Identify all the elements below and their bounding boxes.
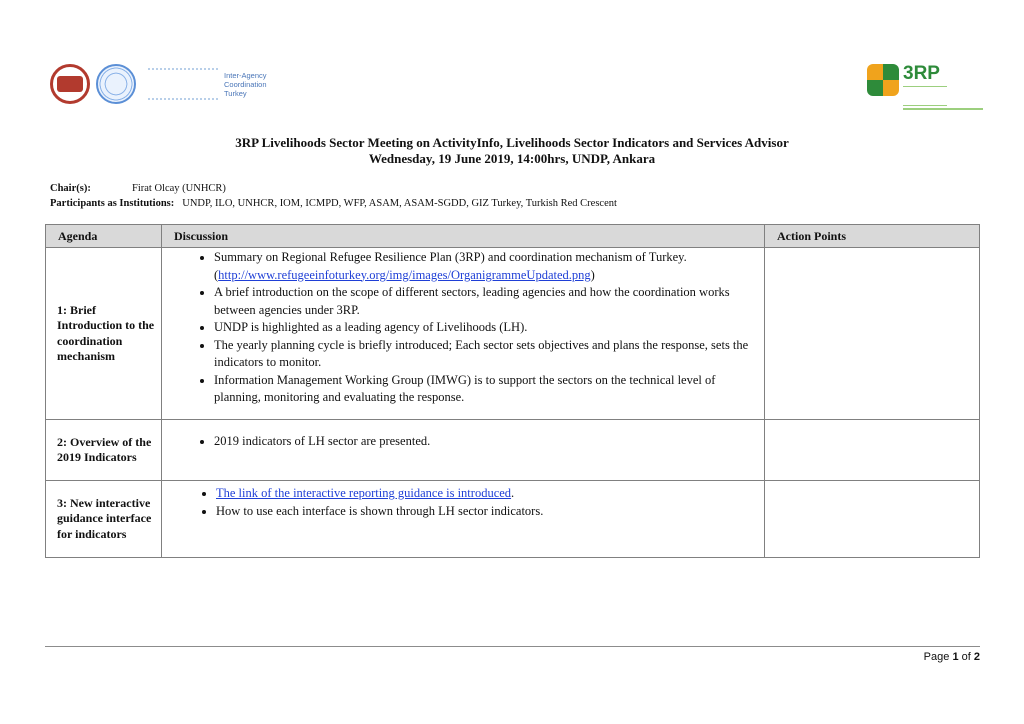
rrp-underline-graphic xyxy=(903,108,983,110)
inter-agency-logo xyxy=(148,68,267,100)
agenda-cell: 2: Overview of the 2019 Indicators xyxy=(46,420,162,481)
action-cell xyxy=(765,248,980,420)
agenda-table xyxy=(45,224,980,558)
discussion-list xyxy=(162,248,764,407)
un-emblem-icon xyxy=(96,64,136,104)
guidance-link[interactable]: The link of the interactive reporting guidance is introduced xyxy=(216,486,512,500)
table-header-row xyxy=(46,225,980,248)
discussion-cell xyxy=(162,420,765,481)
red-crescent-seal-icon xyxy=(50,64,90,104)
discussion-cell xyxy=(162,481,765,558)
agenda-cell: 3: New interactive guidance interface for indicators xyxy=(46,481,162,558)
list-item: • The yearly planning cycle is briefly introduced; Each sector sets objectives and plans the response, sets the indicators to monitor. xyxy=(214,337,764,372)
list-item: • UNDP is highlighted as a leading agency of Livelihoods (LH). xyxy=(214,319,764,337)
list-item: • Summary on Regional Refugee Resilience Plan (3RP) and coordination mechanism of Turkey. (http://www.refugeeinfoturkey.org/img/images/OrganigrammeUpdated.png) xyxy=(214,249,764,284)
list-item: • A brief introduction on the scope of different sectors, leading agencies and how the coordination works between agencies under 3RP. xyxy=(214,284,764,319)
footer-divider xyxy=(45,646,980,647)
participants-value: UNDP, ILO, UNHCR, IOM, ICMPD, WFP, ASAM, ASAM-SGDD, GIZ Turkey, Turkish Red Crescent xyxy=(182,198,617,209)
partner-logos xyxy=(50,64,267,104)
page-number: Page 1 of 2 xyxy=(923,651,980,663)
chair-line xyxy=(50,182,226,195)
chair-label: Chair(s): xyxy=(50,183,91,194)
table-row xyxy=(46,248,980,420)
document-title: 3RP Livelihoods Sector Meeting on ActivityInfo, Livelihoods Sector Indicators and Services Advisor xyxy=(235,135,789,150)
action-cell xyxy=(765,481,980,558)
action-points-header: Action Points xyxy=(765,225,980,248)
discussion-header: Discussion xyxy=(162,225,765,248)
table-row xyxy=(46,481,980,558)
rrp-logo xyxy=(867,64,983,110)
rrp-logo-text: 3RP xyxy=(903,63,940,84)
participants-label: Participants as Institutions: xyxy=(50,198,175,209)
organigramme-link[interactable]: http://www.refugeeinfoturkey.org/img/images/OrganigrammeUpdated.png xyxy=(218,267,591,282)
discussion-cell xyxy=(162,248,765,420)
table-row xyxy=(46,420,980,481)
inter-agency-graphic-icon xyxy=(148,68,218,100)
list-item: • How to use each interface is shown through LH sector indicators. xyxy=(216,503,764,521)
list-item: • The link of the interactive reporting guidance is introduced. xyxy=(216,485,764,503)
agenda-cell: 1: Brief Introduction to the coordination mechanism xyxy=(46,248,162,420)
discussion-list xyxy=(162,485,764,520)
inter-agency-logo-text: Inter-Agency Coordination Turkey xyxy=(224,70,267,98)
rrp-emblem-icon xyxy=(867,64,899,96)
participants-line xyxy=(50,197,617,210)
list-item: • Information Management Working Group (IMWG) is to support the sectors on the technical level of planning, monitoring and evaluating the response. xyxy=(214,372,764,407)
chair-value: Firat Olcay (UNHCR) xyxy=(132,183,226,194)
rrp-tagline-graphic xyxy=(903,86,947,106)
document-subtitle: Wednesday, 19 June 2019, 14:00hrs, UNDP, Ankara xyxy=(368,151,656,166)
discussion-list xyxy=(162,433,764,451)
agenda-header: Agenda xyxy=(46,225,162,248)
list-item: • 2019 indicators of LH sector are presented. xyxy=(214,433,764,451)
action-cell xyxy=(765,420,980,481)
